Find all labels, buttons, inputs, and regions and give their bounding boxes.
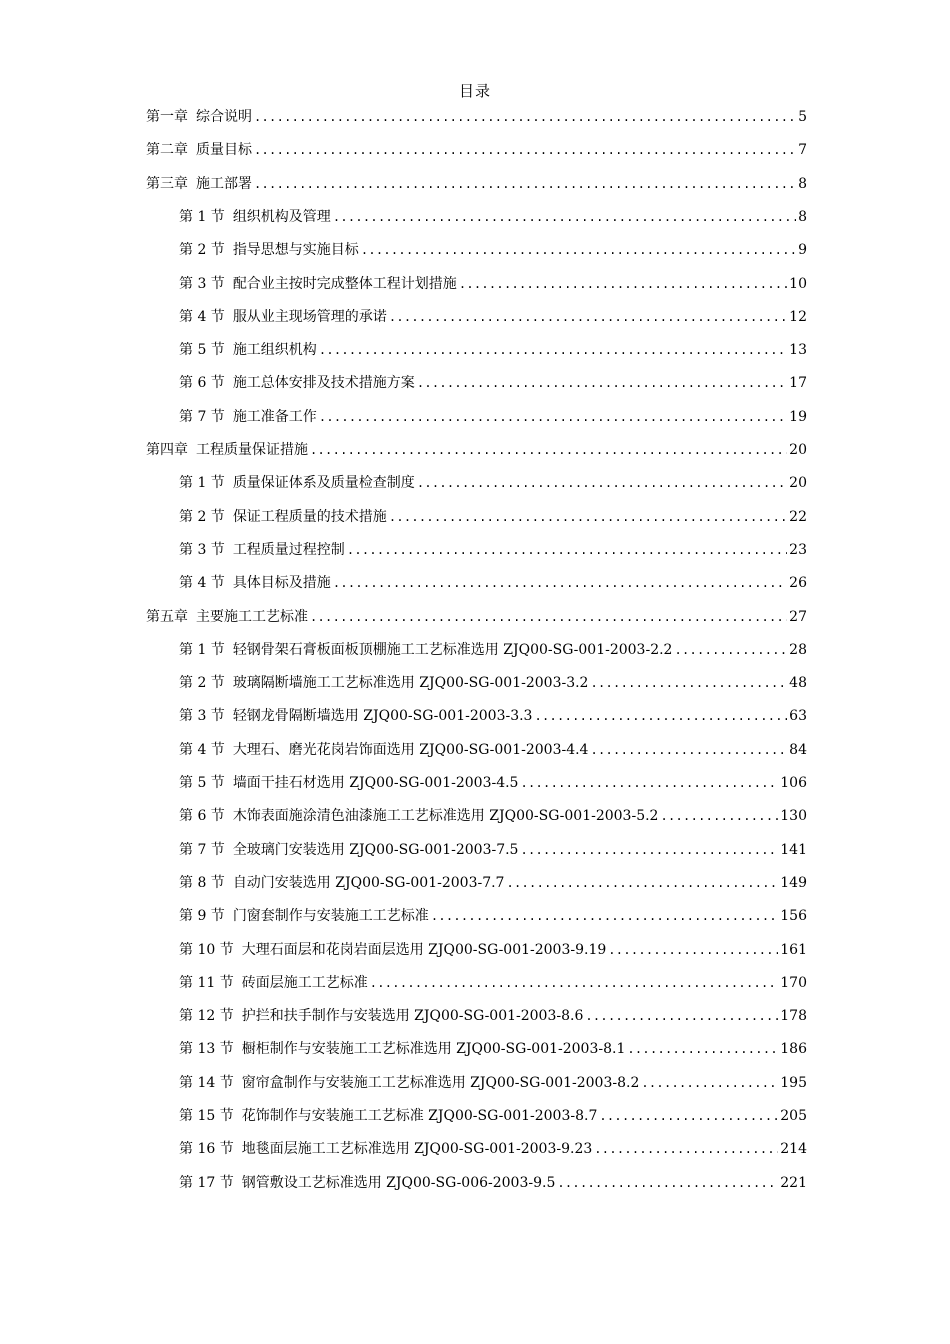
toc-entry-number: 第 3 节 <box>179 708 225 725</box>
toc-dot-leader <box>254 104 796 130</box>
toc-dot-leader <box>310 604 787 630</box>
toc-dot-leader <box>389 504 787 530</box>
toc-section-entry[interactable] <box>179 404 807 430</box>
toc-page-number: 63 <box>789 708 807 725</box>
toc-entry-number: 第 2 节 <box>179 675 225 692</box>
toc-page-number: 13 <box>789 342 807 359</box>
toc-dot-leader <box>361 237 796 263</box>
toc-entry-number: 第 4 节 <box>179 741 225 758</box>
toc-entry-number: 第 3 节 <box>179 541 225 558</box>
toc-dot-leader <box>310 437 787 463</box>
toc-dot-leader <box>333 204 796 230</box>
toc-page-number: 8 <box>798 175 807 192</box>
toc-page-number: 19 <box>789 408 807 425</box>
toc-entry-number: 第 4 节 <box>179 575 225 592</box>
toc-entry-text: 全玻璃门安装选用 ZJQ00-SG-001-2003-7.5 <box>232 841 519 858</box>
toc-entry-text: 木饰表面施涂清色油漆施工工艺标准选用 ZJQ00-SG-001-2003-5.2 <box>232 808 659 825</box>
toc-dot-leader <box>674 637 787 663</box>
toc-entry-label <box>179 937 608 963</box>
toc-entry-label <box>179 903 431 929</box>
toc-section-entry[interactable] <box>179 837 807 863</box>
toc-entry-number: 第 8 节 <box>179 874 225 891</box>
toc-page-number: 20 <box>789 442 807 458</box>
toc-section-entry[interactable] <box>179 504 807 530</box>
toc-section-entry[interactable] <box>179 1136 807 1162</box>
toc-section-entry[interactable] <box>179 1070 807 1096</box>
toc-entry-label <box>146 604 310 630</box>
toc-entry-number: 第 7 节 <box>179 408 225 425</box>
toc-dot-leader <box>254 171 796 197</box>
toc-entry-label <box>146 137 254 163</box>
toc-dot-leader <box>333 570 787 596</box>
toc-entry-text: 配合业主按时完成整体工程计划措施 <box>232 275 457 292</box>
toc-entry-label <box>179 504 389 530</box>
toc-entry-number: 第 1 节 <box>179 475 225 492</box>
toc-section-entry[interactable] <box>179 271 807 297</box>
toc-entry-text: 窗帘盒制作与安装施工工艺标准选用 ZJQ00-SG-001-2003-8.2 <box>241 1074 640 1091</box>
toc-entry-text: 轻钢骨架石膏板面板顶棚施工工艺标准选用 ZJQ00-SG-001-2003-2.2 <box>232 641 673 658</box>
toc-entry-number: 第 4 节 <box>179 308 225 325</box>
toc-entry-number: 第 6 节 <box>179 808 225 825</box>
toc-section-entry[interactable] <box>179 637 807 663</box>
toc-page-number: 149 <box>780 874 807 891</box>
toc-page-number: 20 <box>789 475 807 492</box>
toc-entry-label <box>179 1036 627 1062</box>
toc-chapter-entry[interactable] <box>146 437 807 463</box>
toc-dot-leader <box>660 803 778 829</box>
toc-page-number: 178 <box>780 1008 807 1025</box>
toc-dot-leader <box>534 703 787 729</box>
toc-entry-number: 第 5 节 <box>179 775 225 791</box>
toc-section-entry[interactable] <box>179 670 807 696</box>
toc-entry-number: 第 12 节 <box>179 1008 234 1025</box>
toc-section-entry[interactable] <box>179 970 807 996</box>
toc-entry-label <box>179 1136 594 1162</box>
toc-dot-leader <box>641 1070 778 1096</box>
toc-entry-number: 第 2 节 <box>179 508 225 525</box>
toc-entry-text: 大理石、磨光花岗岩饰面选用 ZJQ00-SG-001-2003-4.4 <box>232 741 589 758</box>
toc-entry-text: 大理石面层和花岗岩面层选用 ZJQ00-SG-001-2003-9.19 <box>241 941 607 958</box>
toc-entry-text: 服从业主现场管理的承诺 <box>232 308 387 325</box>
toc-page-number: 186 <box>780 1041 807 1058</box>
toc-entry-number: 第 15 节 <box>179 1108 234 1124</box>
toc-entry-number: 第 6 节 <box>179 375 225 392</box>
toc-entry-label <box>179 703 534 729</box>
toc-entry-text: 门窗套制作与安装施工工艺标准 <box>232 908 429 925</box>
toc-entry-text: 砖面层施工工艺标准 <box>241 974 368 991</box>
toc-section-entry[interactable] <box>179 803 807 829</box>
toc-dot-leader <box>520 770 778 796</box>
toc-entry-label <box>179 337 319 363</box>
toc-entry-label <box>146 171 254 197</box>
toc-title: 目录 <box>458 82 491 100</box>
toc-page-number: 9 <box>798 242 807 259</box>
toc-page-number: 170 <box>780 974 807 991</box>
toc-page-number: 17 <box>789 375 807 392</box>
toc-entry-label <box>179 637 674 663</box>
toc-entry-label <box>179 470 417 496</box>
toc-entry-label <box>179 870 506 896</box>
toc-dot-leader <box>389 304 787 330</box>
toc-entry-text: 保证工程质量的技术措施 <box>232 508 387 525</box>
toc-entry-label <box>179 837 520 863</box>
toc-entry-label <box>146 104 254 130</box>
toc-entry-text: 轻钢龙骨隔断墙选用 ZJQ00-SG-001-2003-3.3 <box>232 708 533 725</box>
toc-entry-label <box>179 737 590 763</box>
toc-dot-leader <box>585 1003 778 1029</box>
toc-entry-label <box>179 1070 641 1096</box>
toc-page-number: 12 <box>789 308 807 325</box>
toc-section-entry[interactable] <box>179 204 807 230</box>
toc-entry-label <box>179 970 370 996</box>
toc-dot-leader <box>590 670 787 696</box>
toc-entry-text: 墙面干挂石材选用 ZJQ00-SG-001-2003-4.5 <box>232 775 519 791</box>
toc-dot-leader <box>557 1170 778 1196</box>
toc-section-entry[interactable] <box>179 770 807 796</box>
toc-entry-number: 第四章 <box>146 442 188 458</box>
toc-page-number: 5 <box>798 109 807 125</box>
toc-entry-label <box>179 204 333 230</box>
toc-entry-text: 玻璃隔断墙施工工艺标准选用 ZJQ00-SG-001-2003-3.2 <box>232 675 589 692</box>
toc-entry-text: 工程质量过程控制 <box>232 541 345 558</box>
toc-entry-label <box>179 670 590 696</box>
toc-entry-number: 第 3 节 <box>179 275 225 292</box>
toc-entry-label <box>179 570 333 596</box>
toc-page-number: 106 <box>780 775 807 791</box>
toc-entry-number: 第一章 <box>146 109 188 125</box>
toc-entry-text: 护拦和扶手制作与安装选用 ZJQ00-SG-001-2003-8.6 <box>241 1008 584 1025</box>
toc-section-entry[interactable] <box>179 304 807 330</box>
toc-chapter-entry[interactable] <box>146 604 807 630</box>
toc-entry-text: 施工准备工作 <box>232 408 317 425</box>
toc-page-number: 221 <box>780 1174 807 1191</box>
toc-section-entry[interactable] <box>179 903 807 929</box>
toc-page-number: 156 <box>780 908 807 925</box>
toc-entry-label <box>179 404 319 430</box>
toc-dot-leader <box>347 537 787 563</box>
toc-entry-number: 第 11 节 <box>179 974 234 991</box>
toc-section-entry[interactable] <box>179 237 807 263</box>
toc-section-entry[interactable] <box>179 737 807 763</box>
toc-dot-leader <box>417 470 787 496</box>
toc-dot-leader <box>627 1036 778 1062</box>
toc-entry-text: 具体目标及措施 <box>232 575 331 592</box>
toc-dot-leader <box>506 870 778 896</box>
toc-dot-leader <box>459 271 787 297</box>
toc-entry-number: 第 2 节 <box>179 242 225 259</box>
toc-entry-number: 第 1 节 <box>179 208 225 225</box>
toc-page-number: 26 <box>789 575 807 592</box>
toc-entry-number: 第 14 节 <box>179 1074 234 1091</box>
toc-entry-number: 第 10 节 <box>179 941 234 958</box>
toc-entry-label <box>179 1170 557 1196</box>
toc-dot-leader <box>594 1136 778 1162</box>
toc-page-number: 161 <box>780 941 807 958</box>
toc-entry-number: 第 9 节 <box>179 908 225 925</box>
toc-entry-number: 第五章 <box>146 608 188 625</box>
toc-section-entry[interactable] <box>179 537 807 563</box>
toc-entry-text: 橱柜制作与安装施工工艺标准选用 ZJQ00-SG-001-2003-8.1 <box>241 1041 626 1058</box>
toc-section-entry[interactable] <box>179 1036 807 1062</box>
toc-page-number: 205 <box>780 1108 807 1124</box>
toc-page-number: 7 <box>798 142 807 159</box>
toc-entry-text: 地毯面层施工工艺标准选用 ZJQ00-SG-001-2003-9.23 <box>241 1141 593 1158</box>
toc-section-entry[interactable] <box>179 870 807 896</box>
toc-entry-text: 施工总体安排及技术措施方案 <box>232 375 415 392</box>
toc-entry-number: 第 1 节 <box>179 641 225 658</box>
toc-page-number: 8 <box>798 208 807 225</box>
toc-entry-label <box>179 770 520 796</box>
toc-entry-text: 自动门安装选用 ZJQ00-SG-001-2003-7.7 <box>232 874 505 891</box>
toc-entry-text: 钢管敷设工艺标准选用 ZJQ00-SG-006-2003-9.5 <box>241 1174 556 1191</box>
toc-entry-label <box>146 437 310 463</box>
toc-entry-label <box>179 1103 599 1129</box>
toc-entry-text: 施工部署 <box>196 175 252 192</box>
toc-dot-leader <box>431 903 778 929</box>
toc-section-entry[interactable] <box>179 1170 807 1196</box>
toc-section-entry[interactable] <box>179 1103 807 1129</box>
toc-dot-leader <box>608 937 778 963</box>
toc-entry-text: 施工组织机构 <box>232 342 317 359</box>
toc-entry-number: 第三章 <box>146 175 188 192</box>
toc-entry-text: 主要施工工艺标准 <box>196 608 308 625</box>
toc-dot-leader <box>370 970 779 996</box>
toc-page-number: 84 <box>789 741 807 758</box>
toc-chapter-entry[interactable] <box>146 171 807 197</box>
toc-section-entry[interactable] <box>179 703 807 729</box>
toc-page-number: 22 <box>789 508 807 525</box>
toc-entry-label <box>179 304 389 330</box>
toc-entry-number: 第 5 节 <box>179 342 225 359</box>
toc-page-number: 23 <box>789 541 807 558</box>
toc-section-entry[interactable] <box>179 1003 807 1029</box>
toc-entry-label <box>179 537 347 563</box>
toc-entry-text: 质量保证体系及质量检查制度 <box>232 475 415 492</box>
toc-page-number: 195 <box>780 1074 807 1091</box>
toc-chapter-entry[interactable] <box>146 104 807 130</box>
toc-entry-text: 花饰制作与安装施工工艺标准 ZJQ00-SG-001-2003-8.7 <box>241 1108 598 1124</box>
toc-entry-text: 质量目标 <box>196 142 252 159</box>
toc-section-entry[interactable] <box>179 570 807 596</box>
toc-entry-text: 指导思想与实施目标 <box>232 242 359 259</box>
toc-entry-label <box>179 803 660 829</box>
toc-page-number: 28 <box>789 641 807 658</box>
toc-entry-number: 第 13 节 <box>179 1041 234 1058</box>
toc-page-number: 141 <box>780 841 807 858</box>
toc-entry-number: 第 16 节 <box>179 1141 234 1158</box>
toc-dot-leader <box>520 837 778 863</box>
toc-entry-number: 第 17 节 <box>179 1174 234 1191</box>
toc-page-number: 48 <box>789 675 807 692</box>
toc-page-number: 214 <box>780 1141 807 1158</box>
toc-entry-text: 工程质量保证措施 <box>196 442 308 458</box>
toc-page-number: 130 <box>780 808 807 825</box>
toc-section-entry[interactable] <box>179 370 807 396</box>
toc-entry-number: 第 7 节 <box>179 841 225 858</box>
toc-entry-label <box>179 370 417 396</box>
toc-page-number: 27 <box>789 608 807 625</box>
toc-section-entry[interactable] <box>179 337 807 363</box>
toc-dot-leader <box>254 137 796 163</box>
toc-dot-leader <box>590 737 787 763</box>
toc-entry-label <box>179 271 459 297</box>
toc-dot-leader <box>599 1103 778 1129</box>
toc-section-entry[interactable] <box>179 470 807 496</box>
toc-entry-text: 组织机构及管理 <box>232 208 331 225</box>
toc-entry-label <box>179 1003 585 1029</box>
toc-section-entry[interactable] <box>179 937 807 963</box>
toc-dot-leader <box>417 370 787 396</box>
toc-page-number: 10 <box>789 275 807 292</box>
toc-entry-label <box>179 237 361 263</box>
toc-entry-number: 第二章 <box>146 142 188 159</box>
toc-dot-leader <box>319 404 787 430</box>
toc-chapter-entry[interactable] <box>146 137 807 163</box>
toc-entry-text: 综合说明 <box>196 109 252 125</box>
toc-dot-leader <box>319 337 787 363</box>
